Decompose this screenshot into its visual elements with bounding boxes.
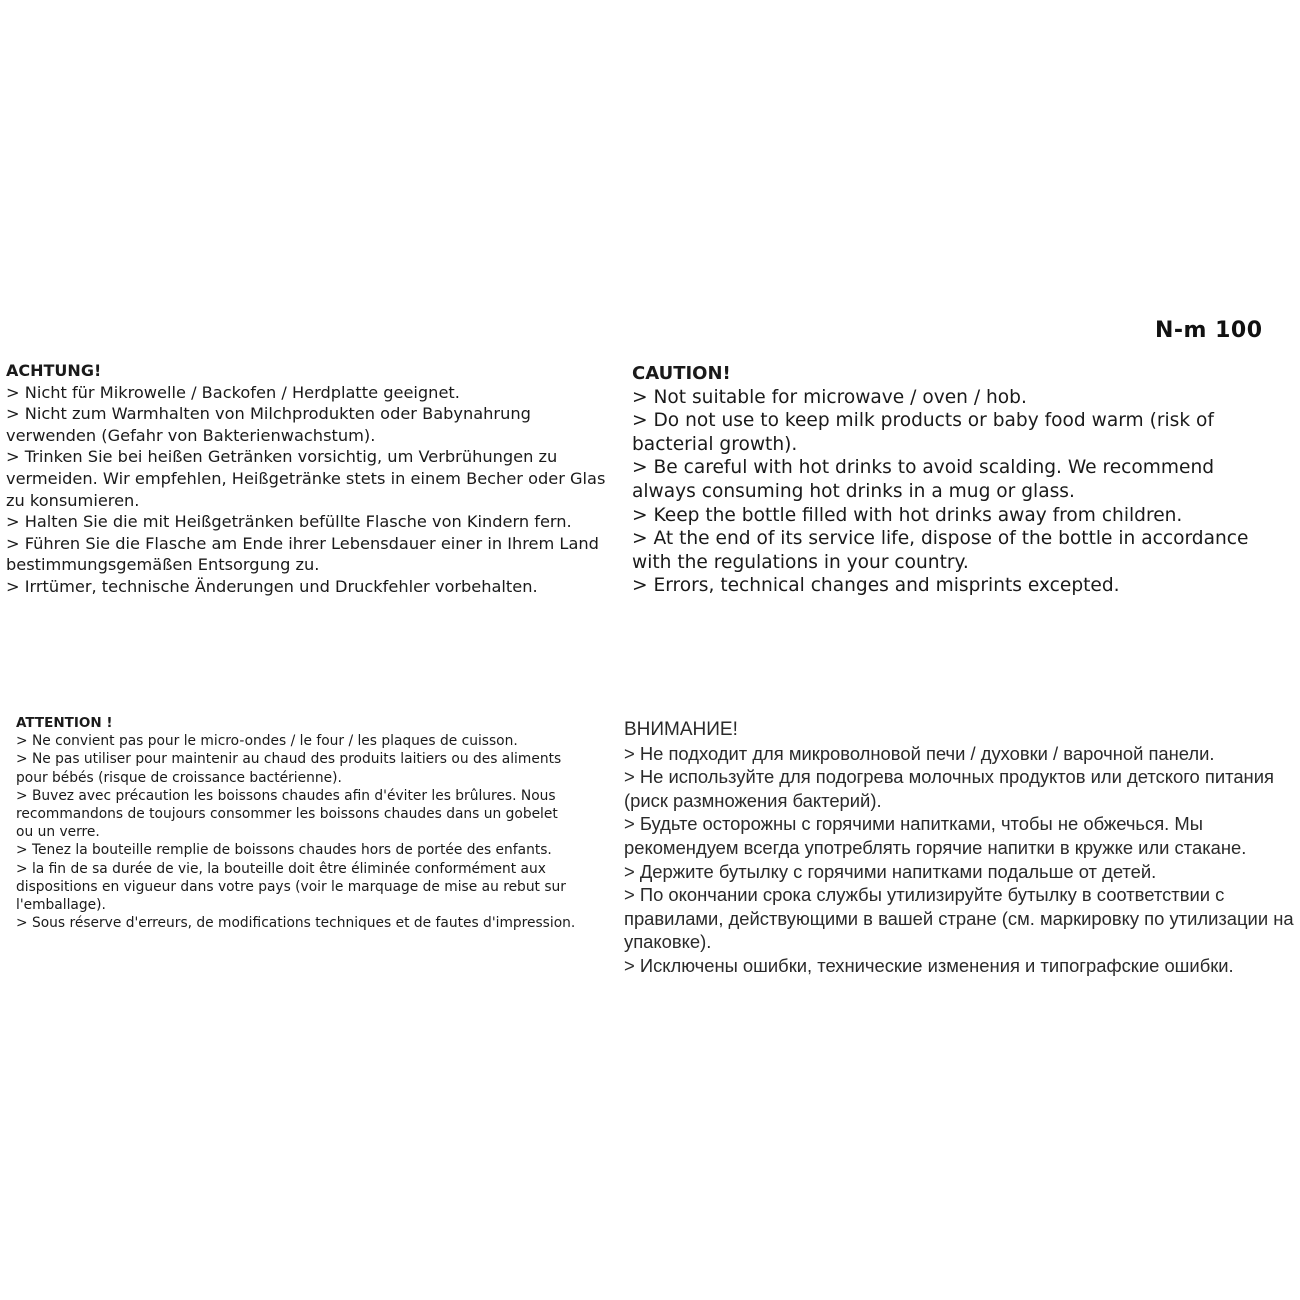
warning-block-french (16, 714, 576, 932)
warning-heading: ATTENTION ! (16, 715, 113, 731)
warning-item: > Исключены ошибки, технические изменения и типографские ошибки. (624, 954, 1234, 976)
warning-item: > Ne pas utiliser pour maintenir au chaud des produits laitiers ou des aliments pour bébés (risque de croissance bactérienne). (16, 751, 562, 786)
warning-item: > Halten Sie die mit Heißgetränken befüllte Flasche von Kindern fern. (6, 512, 572, 532)
model-number: N-m 100 (1155, 318, 1263, 343)
warning-item: > Не подходит для микроволновой печи / духовки / варочной панели. (624, 742, 1215, 764)
warning-list (16, 732, 576, 932)
warning-item: > la fin de sa durée de vie, la bouteille doit être éliminée conformément aux dispositions en vigueur dans votre pays (voir le marquage de mise au rebut sur l'emballage). (16, 860, 566, 914)
warning-block-english (632, 362, 1282, 598)
warning-item: > Будьте осторожны с горячими напитками, чтобы не обжечься. Мы рекомендуем всегда употреблять горячие напитки в кружке или стакане. (624, 813, 1247, 858)
warning-item: > Be careful with hot drinks to avoid scalding. We recommend always consuming hot drinks in a mug or glass. (632, 457, 1215, 502)
warning-item: > Nicht für Mikrowelle / Backofen / Herdplatte geeignet. (6, 382, 460, 402)
warning-block-german (6, 360, 606, 598)
warning-heading: ACHTUNG! (6, 361, 102, 380)
warning-item: > Держите бутылку с горячими напитками подальше от детей. (624, 860, 1157, 882)
warning-item: > Не используйте для подогрева молочных продуктов или детского питания (риск размножения бактерий). (624, 766, 1274, 811)
warning-item: > Führen Sie die Flasche am Ende ihrer Lebensdauer einer in Ihrem Land bestimmungsgemäßen Entsorgung zu. (6, 533, 599, 575)
warning-item: > Buvez avec précaution les boissons chaudes afin d'éviter les brûlures. Nous recommandons de toujours consommer les boissons chaudes dans un gobelet ou un verre. (16, 787, 558, 841)
warning-list (632, 386, 1282, 598)
warning-item: > Keep the bottle filled with hot drinks away from children. (632, 504, 1183, 526)
warning-item: > Sous réserve d'erreurs, de modifications techniques et de fautes d'impression. (16, 915, 576, 932)
warning-item: > Irrtümer, technische Änderungen und Druckfehler vorbehalten. (6, 576, 538, 596)
warning-item: > Do not use to keep milk products or baby food warm (risk of bacterial growth). (632, 410, 1214, 455)
warning-heading: ВНИМАНИЕ! (624, 719, 738, 740)
warning-heading: CAUTION! (632, 363, 731, 384)
warning-item: > Errors, technical changes and misprints excepted. (632, 575, 1120, 597)
warning-item: > По окончании срока службы утилизируйте бутылку в соответствии с правилами, действующими в вашей стране (см. маркировку по утилизации на упаковке). (624, 884, 1294, 953)
warning-item: > Tenez la bouteille remplie de boissons chaudes hors de portée des enfants. (16, 842, 552, 859)
warning-item: > Ne convient pas pour le micro-ondes / le four / les plaques de cuisson. (16, 733, 518, 750)
warning-list (624, 742, 1300, 978)
warning-item: > At the end of its service life, dispose of the bottle in accordance with the regulations in your country. (632, 528, 1249, 573)
warning-item: > Trinken Sie bei heißen Getränken vorsichtig, um Verbrühungen zu vermeiden. Wir empfehlen, Heißgetränke stets in einem Becher oder Glas zu konsumieren. (6, 447, 606, 510)
warning-item: > Nicht zum Warmhalten von Milchprodukten oder Babynahrung verwenden (Gefahr von Bakterienwachstum). (6, 404, 531, 445)
warning-item: > Not suitable for microwave / oven / hob. (632, 386, 1027, 408)
warning-block-russian (624, 718, 1300, 978)
warning-list (6, 382, 606, 598)
